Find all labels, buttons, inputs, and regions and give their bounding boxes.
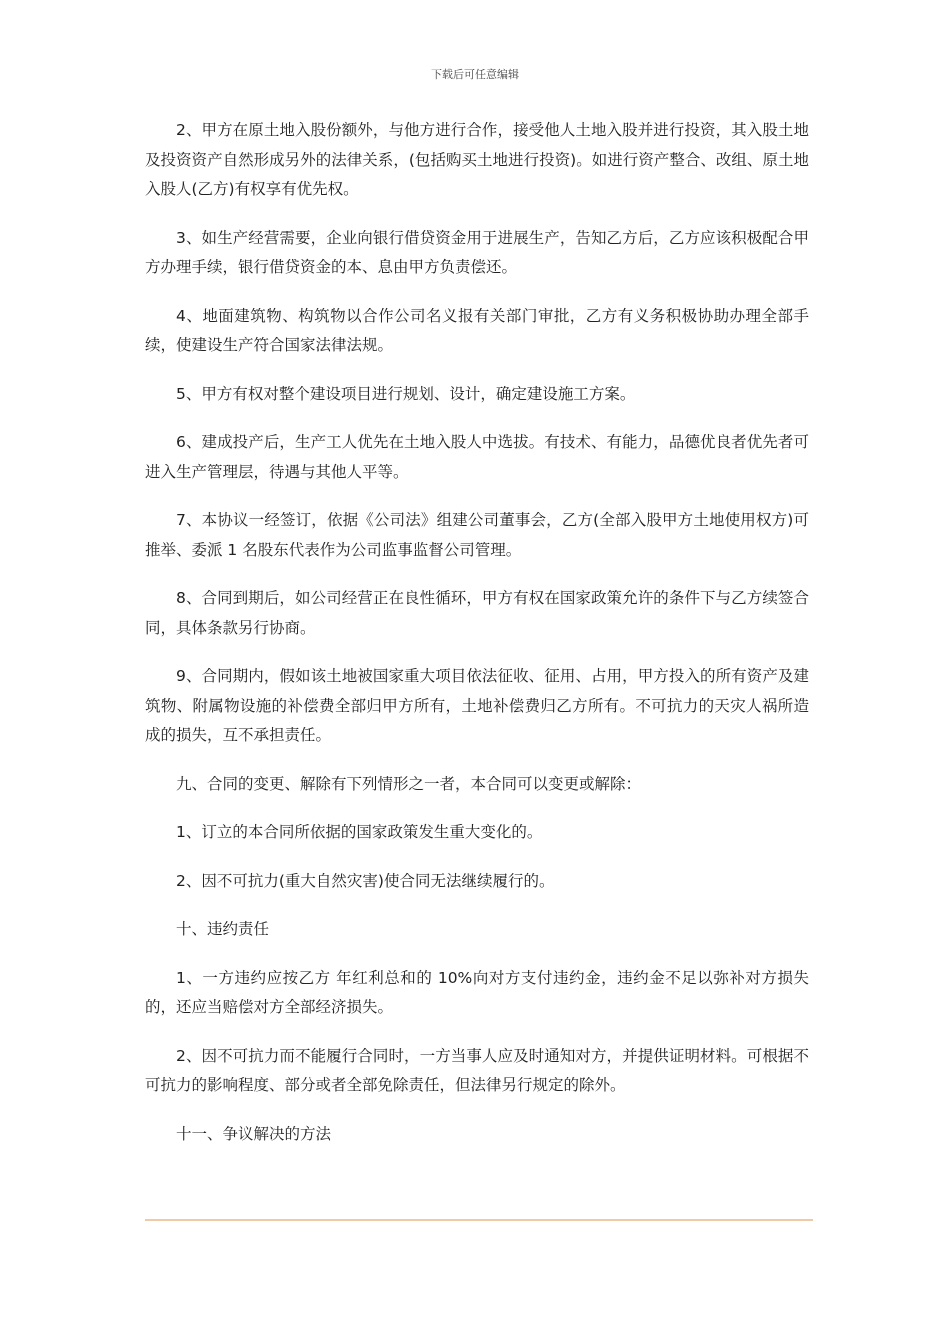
page-header: 下载后可任意编辑 — [431, 68, 519, 81]
clause-4: 4、地面建筑物、构筑物以合作公司名义报有关部门审批，乙方有义务积极协助办理全部手续，使建设生产符合国家法律法规。 — [145, 306, 809, 354]
section-heading-9: 九、合同的变更、解除有下列情形之一者，本合同可以变更或解除： — [176, 774, 642, 793]
footer-divider — [145, 1219, 813, 1221]
section-9-item-1: 1、订立的本合同所依据的国家政策发生重大变化的。 — [176, 823, 543, 841]
section-9-item-2: 2、因不可抗力(重大自然灾害)使合同无法继续履行的。 — [176, 871, 555, 890]
clause-5: 5、甲方有权对整个建设项目进行规划、设计，确定建设施工方案。 — [176, 384, 636, 403]
section-10-item-1: 1、一方违约应按乙方 年红利总和的 10%向对方支付违约金，违约金不足以弥补对方损失的，还应当赔偿对方全部经济损失。 — [145, 968, 809, 1016]
section-heading-10: 十、违约责任 — [176, 920, 270, 938]
clause-8: 8、合同到期后，如公司经营正在良性循环，甲方有权在国家政策允许的条件下与乙方续签合同，具体条款另行协商。 — [145, 589, 809, 637]
clause-9: 9、合同期内，假如该土地被国家重大项目依法征收、征用、占用，甲方投入的所有资产及建筑物、附属物设施的补偿费全部归甲方所有，土地补偿费归乙方所有。不可抗力的天灾人祸所造成的损失，互不承担责任。 — [145, 667, 809, 744]
clause-2: 2、甲方在原土地入股份额外，与他方进行合作，接受他人土地入股并进行投资，其入股土地及投资资产自然形成另外的法律关系，(包括购买土地进行投资)。如进行资产整合、改组、原土地入股人(乙方)有权享有优先权。 — [145, 121, 809, 198]
section-10-item-2: 2、因不可抗力而不能履行合同时，一方当事人应及时通知对方，并提供证明材料。可根据不可抗力的影响程度、部分或者全部免除责任，但法律另行规定的除外。 — [145, 1046, 809, 1094]
clause-6: 6、建成投产后，生产工人优先在土地入股人中选拔。有技术、有能力，品德优良者优先者可进入生产管理层，待遇与其他人平等。 — [145, 433, 809, 481]
document-body — [145, 116, 809, 1168]
section-heading-11: 十一、争议解决的方法 — [176, 1124, 332, 1143]
clause-7: 7、本协议一经签订，依据《公司法》组建公司董事会，乙方(全部入股甲方土地使用权方)可推举、委派 1 名股东代表作为公司监事监督公司管理。 — [145, 511, 809, 559]
clause-3: 3、如生产经营需要，企业向银行借贷资金用于进展生产，告知乙方后，乙方应该积极配合甲方办理手续，银行借贷资金的本、息由甲方负责偿还。 — [145, 228, 809, 276]
